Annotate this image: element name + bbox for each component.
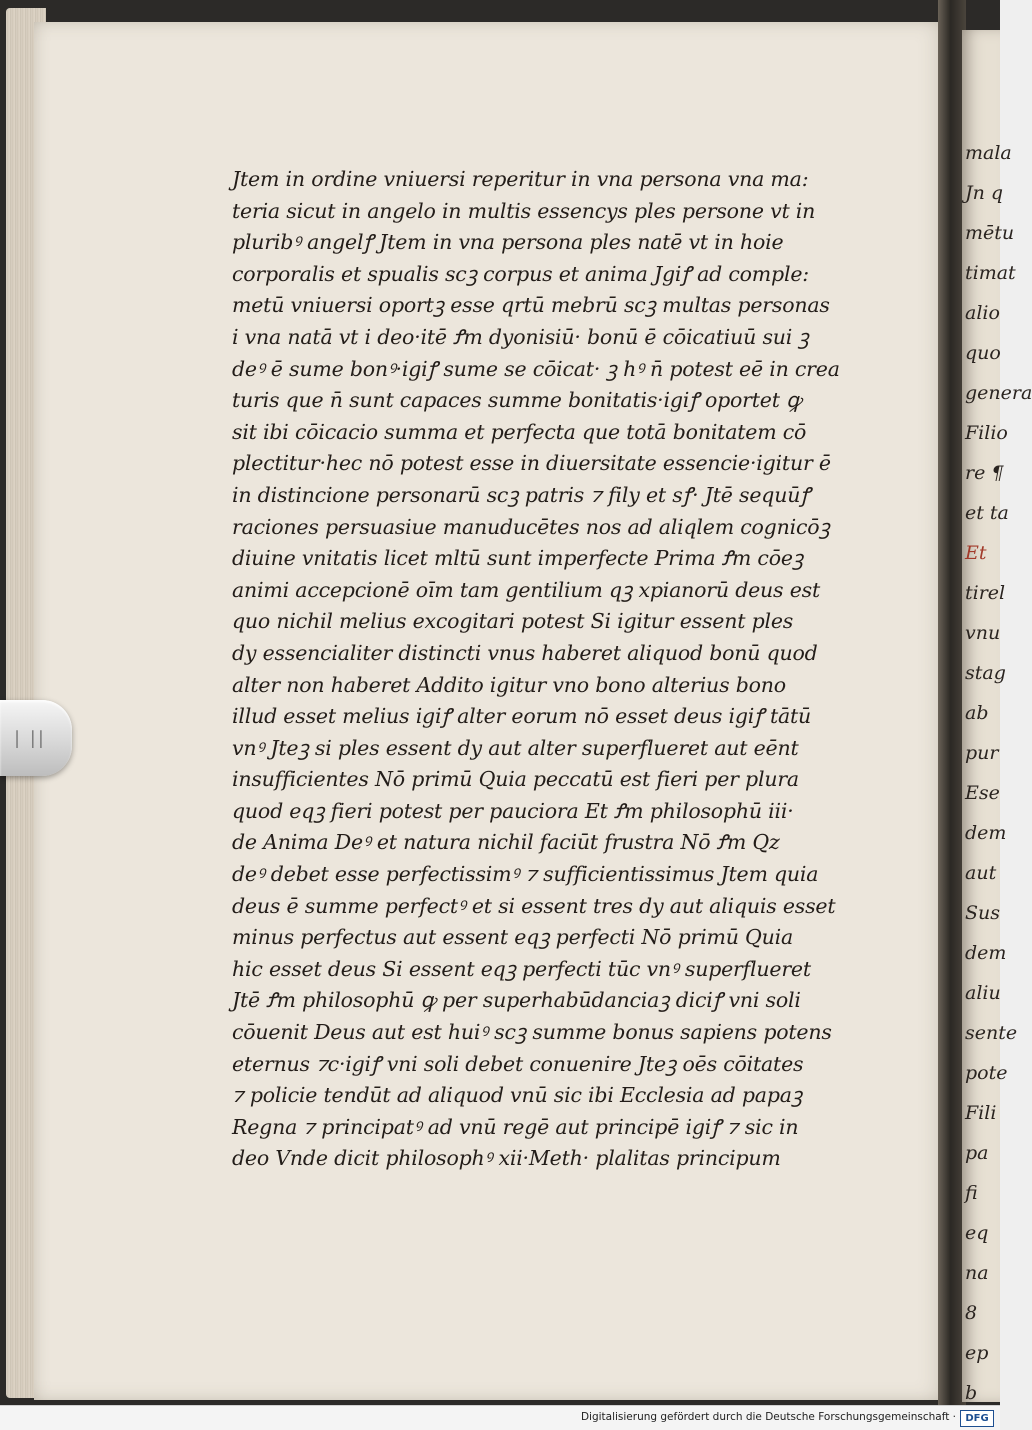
text-line: insufficientes Nō primū Quia peccatū est fieri per plura	[232, 767, 799, 792]
adjacent-page-fragment: Jn q	[965, 182, 1004, 204]
adjacent-page-fragment: dem	[965, 942, 1007, 964]
text-line: deus ē summe perfectꝰ et si essent tres dy aut aliquis esset	[232, 893, 836, 918]
adjacent-page-fragment: Filio	[965, 422, 1008, 444]
adjacent-page-fragment: et ta	[965, 502, 1009, 524]
adjacent-page-fragment: quo	[965, 342, 1001, 364]
adjacent-page-fragment: tirel	[965, 582, 1006, 604]
footer-bar	[0, 1405, 1000, 1430]
adjacent-page-fragment: dem	[965, 822, 1007, 844]
funding-notice: Digitalisierung gefördert durch die Deutsche Forschungsgemeinschaft ·	[580, 1411, 956, 1423]
text-line: corporalis et spualis scꝫ corpus et anima Jgiꝭ ad comple:	[232, 261, 809, 286]
text-line: i vna natā vt i deo·itē Ꝭm dyonisiū· bonū ē cōicatiuū sui ꝫ	[232, 324, 809, 349]
text-line: quo nichil melius excogitari potest Si igitur essent ples	[232, 609, 794, 634]
adjacent-page-fragment: Fili	[965, 1102, 997, 1124]
text-line: eternus ⁊c·igiꝭ vni soli debet conuenire Jteꝫ oēs cōitates	[232, 1051, 804, 1076]
adjacent-page-fragment: ep	[965, 1342, 989, 1364]
text-line: in distincione personarū scꝫ patris ⁊ fily et sꝭ· Jtē sequūꝭ	[232, 482, 810, 507]
text-line: dy essencialiter distincti vnus haberet aliquod bonū quod	[232, 640, 818, 665]
adjacent-page-fragment: Sus	[965, 902, 1001, 924]
text-line: teria sicut in angelo in multis essencys ples persone vt in	[232, 198, 816, 223]
text-line: sit ibi cōicacio summa et perfecta que totā bonitatem cō	[232, 419, 807, 444]
adjacent-page-fragment: b	[965, 1382, 978, 1404]
text-line: deꝰ ē sume bonꝰ·igiꝭ sume se cōicat· ꝫ hꝰ n̄ potest eē in crea	[232, 356, 840, 381]
text-line: Regna ⁊ principatꝰ ad vnū regē aut principē igiꝭ ⁊ sic in	[232, 1114, 799, 1139]
adjacent-page-fragment: pa	[965, 1142, 989, 1164]
text-line: animi accepcionē oīm tam gentilium qꝫ xpianorū deus est	[232, 577, 820, 602]
text-line: pluribꝰ angelꝭ Jtem in vna persona ples natē vt in hoie	[232, 230, 784, 255]
adjacent-page-fragment: re ¶	[965, 462, 1004, 484]
text-line: cōuenit Deus aut est huiꝰ scꝫ summe bonus sapiens potens	[232, 1020, 832, 1045]
dfg-logo: DFG	[960, 1410, 994, 1427]
adjacent-page-fragment: alio	[965, 302, 1000, 324]
adjacent-page-recto	[962, 30, 1032, 1404]
adjacent-page-fragment: mala	[965, 142, 1012, 164]
adjacent-page-fragment: genera	[965, 382, 1032, 404]
adjacent-page-fragment: sente	[965, 1022, 1018, 1044]
adjacent-page-fragment: eq	[965, 1222, 989, 1244]
adjacent-page-fragment: Et	[965, 542, 987, 564]
text-line: illud esset melius igiꝭ alter eorum nō esset deus igiꝭ tātū	[232, 704, 812, 729]
text-line: de Anima Deꝰ et natura nichil faciūt frustra Nō Ꝭm Qz	[232, 830, 780, 855]
adjacent-page-fragment: Ese	[965, 782, 1000, 804]
adjacent-page-fragment: pote	[965, 1062, 1008, 1084]
adjacent-page-fragment: 8	[965, 1302, 978, 1324]
text-line: hic esset deus Si essent eqꝫ perfecti tūc vnꝰ superflueret	[232, 956, 811, 981]
text-line: alter non haberet Addito igitur vno bono alterius bono	[232, 672, 786, 697]
adjacent-page-fragment: aut	[965, 862, 997, 884]
text-line: turis que n̄ sunt capaces summe bonitatis·igiꝭ oportet ꝙ	[232, 388, 802, 413]
text-line: vnꝰ Jteꝫ si ples essent dy aut alter superflueret aut eēnt	[232, 735, 799, 760]
adjacent-page-fragment: ab	[965, 702, 989, 724]
text-line: Jtem in ordine vniuersi reperitur in vna persona vna ma:	[232, 167, 809, 191]
text-line: Jtē Ꝭm philosophū ꝙ per superhabūdanciaꝫ diciꝭ vni soli	[232, 988, 801, 1013]
adjacent-page-fragment: na	[965, 1262, 989, 1284]
adjacent-page-fragment: mētu	[965, 222, 1015, 244]
text-line: raciones persuasiue manuducētes nos ad aliqlem cognicōꝫ	[232, 514, 830, 539]
main-text-block	[232, 164, 872, 1175]
text-line: metū vniuersi oportꝫ esse qrtū mebrū scꝫ multas personas	[232, 293, 830, 318]
text-line: ⁊ policie tendūt ad aliquod vnū sic ibi Ecclesia ad papaꝫ	[232, 1083, 803, 1108]
adjacent-page-fragment: vnu	[965, 622, 1001, 644]
text-line: plectitur·hec nō potest esse in diuersitate essencie·igitur ē	[232, 451, 831, 476]
clamp-marks: | ||	[14, 728, 46, 749]
text-line: deo Vnde dicit philosophꝰ xii·Meth· plalitas principum	[232, 1146, 781, 1171]
adjacent-page-fragment: fi	[965, 1182, 978, 1204]
text-line: deꝰ debet esse perfectissimꝰ ⁊ sufficientissimus Jtem quia	[232, 862, 819, 887]
text-line: quod eqꝫ fieri potest per pauciora Et Ꝭm philosophū iii·	[232, 798, 794, 823]
adjacent-page-fragment: aliu	[965, 982, 1001, 1004]
adjacent-page-fragment: pur	[965, 742, 999, 764]
adjacent-page-fragment: stag	[965, 662, 1006, 684]
adjacent-page-fragment: timat	[965, 262, 1016, 284]
text-line: diuine vnitatis licet mltū sunt imperfecte Prima Ꝭm cōeꝫ	[232, 546, 804, 571]
text-line: minus perfectus aut essent eqꝫ perfecti Nō primū Quia	[232, 925, 794, 950]
